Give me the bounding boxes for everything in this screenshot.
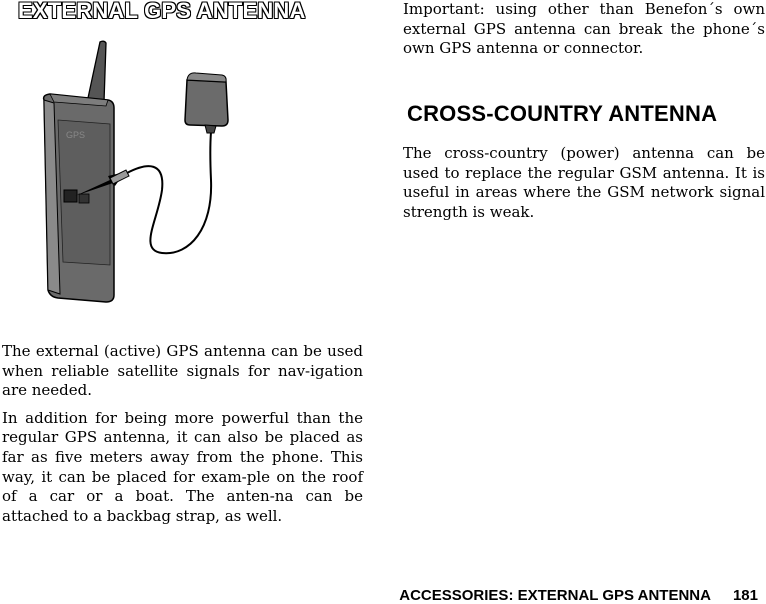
phone-with-external-gps-antenna-illustration bbox=[30, 40, 260, 305]
section-heading-external-gps-antenna: EXTERNAL GPS ANTENNA bbox=[18, 0, 306, 23]
important-note: Important: using other than Benefon´s own external GPS antenna can break the phone´s own GPS antenna or connector. bbox=[403, 0, 765, 58]
footer-section-title: ACCESSORIES: EXTERNAL GPS ANTENNA bbox=[399, 587, 711, 604]
phone-antenna-stub bbox=[88, 41, 106, 102]
paragraph-external-antenna-placement: In addition for being more powerful than the regular GPS antenna, it can also be placed as far as five meters away from the phone. This way, it can be placed for exam-ple on the roof of a car or a boat. The anten-na can be attached to a backbag strap, as well. bbox=[2, 408, 363, 525]
external-gps-antenna-top bbox=[187, 73, 226, 82]
gps-connector-port bbox=[64, 190, 77, 202]
section-heading-cross-country-antenna: CROSS-COUNTRY ANTENNA bbox=[407, 101, 718, 126]
left-column-body bbox=[2, 342, 363, 534]
page-footer bbox=[399, 587, 758, 604]
paragraph-external-antenna-intro: The external (active) GPS antenna can be used when reliable satellite signals for nav-igation are needed. bbox=[2, 342, 363, 400]
antenna-cable bbox=[127, 132, 211, 253]
phone-gps-label: GPS bbox=[66, 130, 86, 140]
paragraph-cross-country-antenna: The cross-country (power) antenna can be used to replace the regular GSM antenna. It is useful in areas where the GSM network signal strength is weak. bbox=[403, 144, 765, 221]
gps-connector-port-cover bbox=[79, 194, 89, 203]
page-number: 181 bbox=[732, 587, 758, 604]
external-gps-antenna bbox=[185, 80, 228, 126]
antenna-cable-strain-relief bbox=[205, 125, 216, 133]
